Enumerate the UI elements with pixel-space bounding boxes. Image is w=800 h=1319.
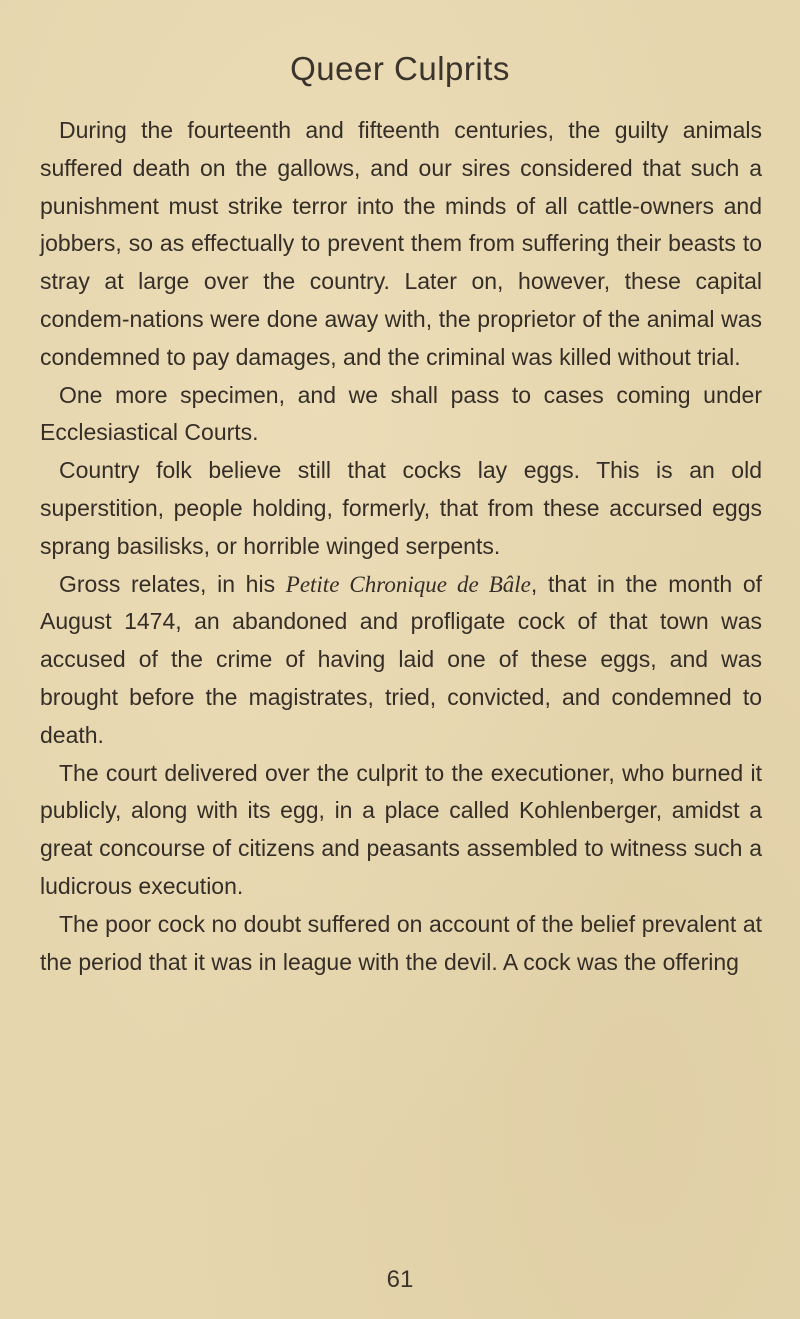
- paragraph-4-rest: , that in the month of August 1474, an abandoned and profligate cock of that town was accused of the crime of having laid one of these eggs, and was brought before the magistrates, tried, convicted, and condemned to death.: [40, 570, 763, 748]
- paragraph-4: [40, 566, 762, 755]
- paragraph-6: The poor cock no doubt suffered on account of the belief prevalent at the period that it was in league with the devil. A cock was the offering: [40, 910, 762, 975]
- paragraph-1: During the fourteenth and fifteenth centuries, the guilty animals suffered death on the gallows, and our sires considered that such a punishment must strike terror into the minds of all cattle-owners and jobbers, so as effectually to prevent them from suffering their beasts to stray at large over the country. Later on, however, these capital condem-nations were done away with, the proprietor of the animal was condemned to pay damages, and the criminal was killed without trial.: [40, 117, 762, 370]
- body-text: [40, 112, 762, 981]
- book-title: Petite Chronique de Bâle: [285, 571, 531, 597]
- running-head: Queer Culprits: [290, 50, 510, 87]
- paragraph-3: Country folk believe still that cocks lay eggs. This is an old superstition, people holding, formerly, that from these accursed eggs sprang basilisks, or horrible winged serpents.: [40, 457, 762, 559]
- page-number: 61: [386, 1266, 414, 1293]
- paragraph-5: The court delivered over the culprit to the executioner, who burned it publicly, along with its egg, in a place called Kohlenberger, amidst a great concourse of citizens and peasants assembled to witness such a ludicrous execution.: [40, 759, 762, 899]
- paragraph-2: One more specimen, and we shall pass to cases coming under Ecclesiastical Courts.: [40, 381, 762, 446]
- paragraph-4-lead: Gross relates, in his: [59, 570, 286, 597]
